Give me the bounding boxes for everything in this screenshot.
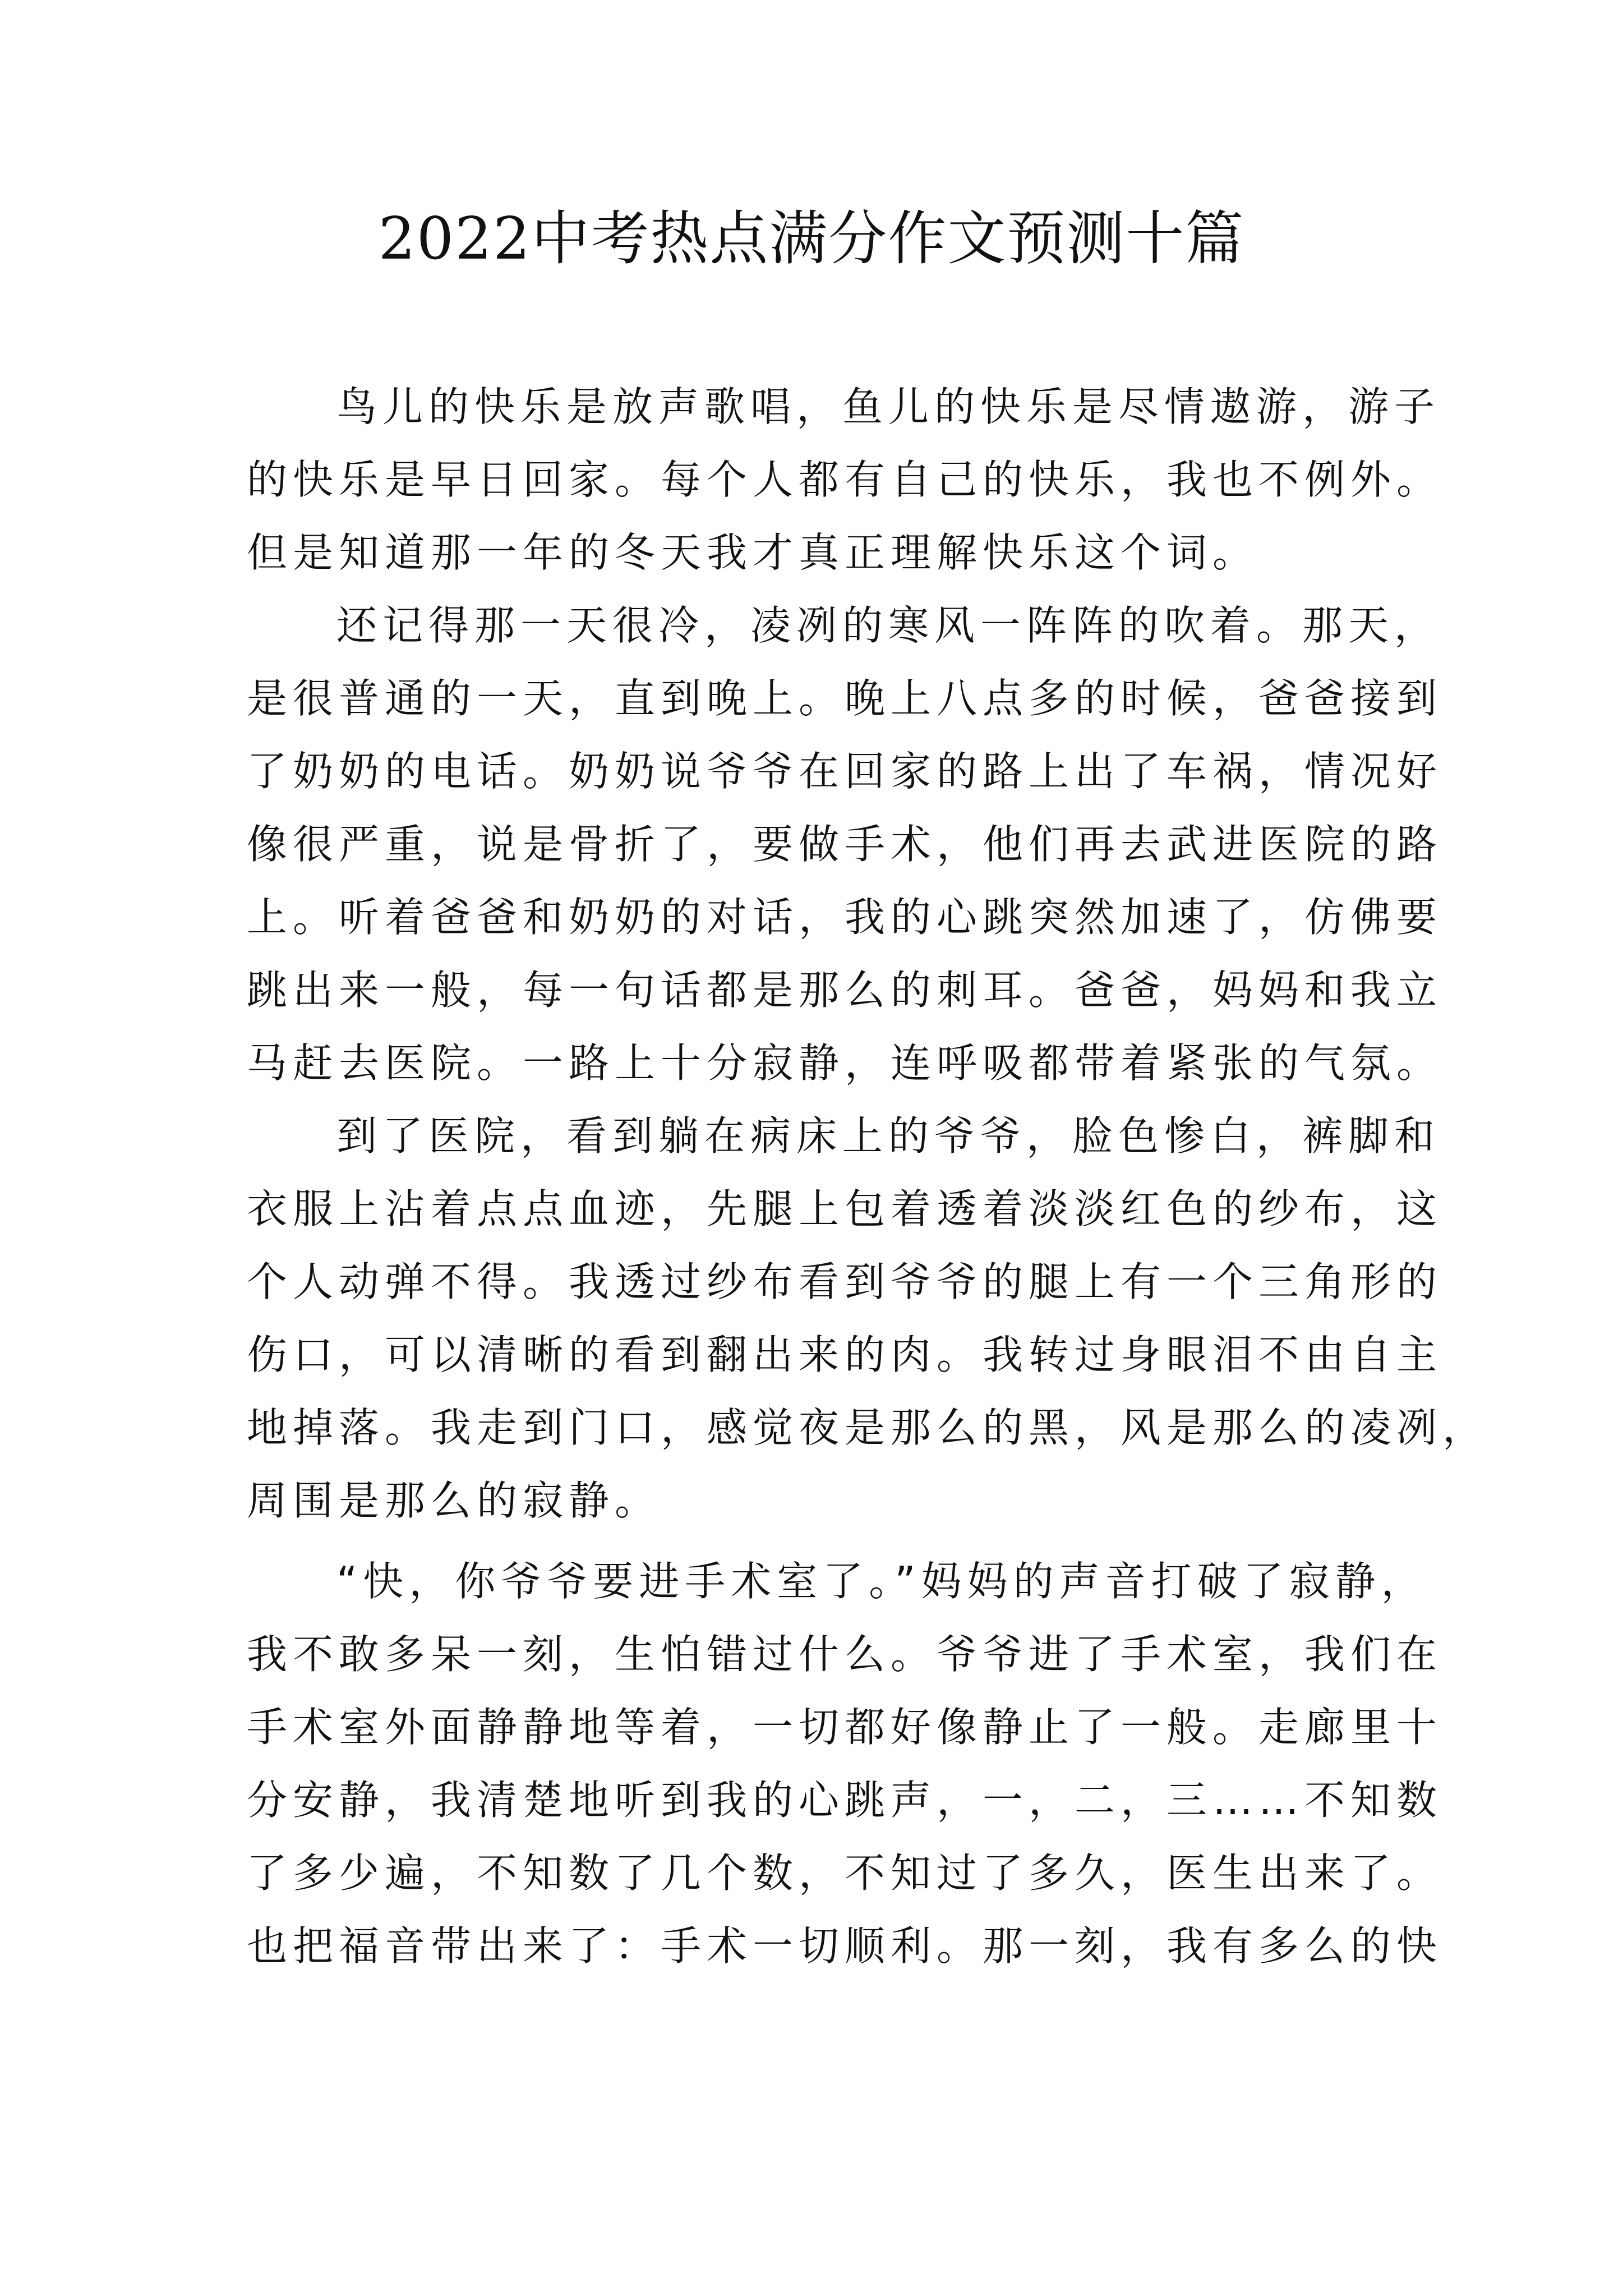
text-line: 上。听着爸爸和奶奶的对话，我的心跳突然加速了，仿佛要 [247, 894, 1443, 941]
text-line: 鸟儿的快乐是放声歌唱，鱼儿的快乐是尽情遨游，游子 [336, 383, 1441, 430]
paragraph [247, 589, 1443, 1099]
paragraph [247, 1099, 1489, 1537]
text-line: “快，你爷爷要进手术室了。”妈妈的声音打破了寂静， [336, 1558, 1427, 1605]
text-line: 手术室外面静静地等着，一切都好像静止了一般。走廊里十 [247, 1704, 1443, 1751]
paragraph [247, 1545, 1443, 1982]
document-title: 2022中考热点满分作文预测十篇 [378, 204, 1245, 273]
text-line: 但是知道那一年的冬天我才真正理解快乐这个词。 [247, 529, 1259, 576]
text-line: 地掉落。我走到门口，感觉夜是那么的黑，风是那么的凌冽， [247, 1404, 1489, 1451]
text-line: 伤口，可以清晰的看到翻出来的肉。我转过身眼泪不由自主 [247, 1331, 1443, 1378]
text-line: 跳出来一般，每一句话都是那么的刺耳。爸爸，妈妈和我立 [247, 967, 1443, 1014]
text-line: 周围是那么的寂静。 [247, 1477, 661, 1524]
text-line: 的快乐是早日回家。每个人都有自己的快乐，我也不例外。 [247, 456, 1443, 503]
text-line: 分安静，我清楚地听到我的心跳声，一，二，三……不知数 [247, 1777, 1443, 1824]
text-line: 我不敢多呆一刻，生怕错过什么。爷爷进了手术室，我们在 [247, 1631, 1443, 1678]
text-line: 了多少遍，不知数了几个数，不知过了多久，医生出来了。 [247, 1849, 1443, 1897]
text-line: 还记得那一天很冷，凌冽的寒风一阵阵的吹着。那天， [336, 602, 1441, 649]
text-line: 像很严重，说是骨折了，要做手术，他们再去武进医院的路 [247, 821, 1443, 868]
text-line: 是很普通的一天，直到晚上。晚上八点多的时候，爸爸接到 [247, 675, 1443, 722]
document-body [247, 370, 1489, 1982]
text-line: 个人动弹不得。我透过纱布看到爷爷的腿上有一个三角形的 [247, 1258, 1443, 1305]
text-line: 马赶去医院。一路上十分寂静，连呼吸都带着紧张的气氛。 [247, 1039, 1443, 1087]
text-line: 也把福音带出来了：手术一切顺利。那一刻，我有多么的快 [247, 1922, 1443, 1970]
text-line: 衣服上沾着点点血迹，先腿上包着透着淡淡红色的纱布，这 [247, 1185, 1443, 1232]
paragraph [247, 370, 1443, 589]
text-line: 到了医院，看到躺在病床上的爷爷，脸色惨白，裤脚和 [336, 1112, 1441, 1159]
text-line: 了奶奶的电话。奶奶说爷爷在回家的路上出了车祸，情况好 [247, 748, 1443, 795]
